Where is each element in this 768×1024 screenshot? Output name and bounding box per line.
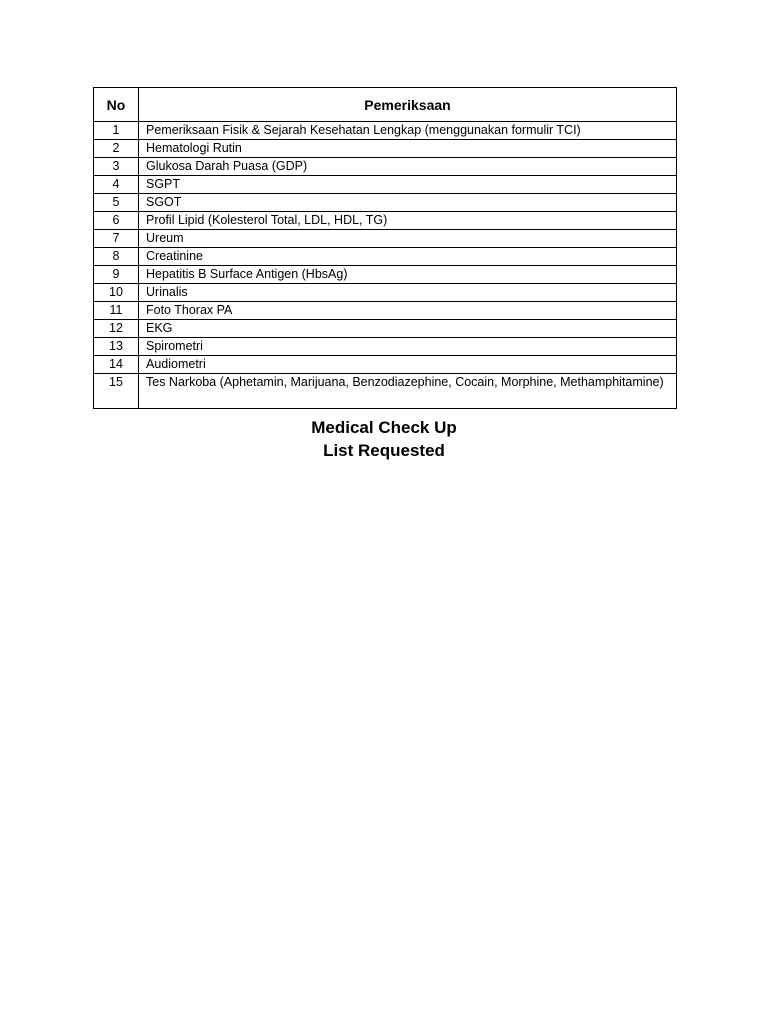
row-item: Glukosa Darah Puasa (GDP) (139, 158, 677, 176)
row-item: SGOT (139, 194, 677, 212)
table-row (94, 140, 677, 158)
row-number: 6 (94, 212, 139, 230)
row-number: 3 (94, 158, 139, 176)
caption-title: Medical Check Up (311, 418, 457, 437)
header-pemeriksaan: Pemeriksaan (139, 88, 677, 122)
row-number: 13 (94, 338, 139, 356)
row-item: Hematologi Rutin (139, 140, 677, 158)
row-number: 8 (94, 248, 139, 266)
table-row (94, 356, 677, 374)
row-number: 15 (94, 374, 139, 409)
table-row (94, 122, 677, 140)
table-row (94, 284, 677, 302)
table-row (94, 158, 677, 176)
table-row (94, 176, 677, 194)
row-number: 11 (94, 302, 139, 320)
row-item: EKG (139, 320, 677, 338)
caption-subtitle: List Requested (323, 441, 445, 460)
row-number: 5 (94, 194, 139, 212)
table-row (94, 320, 677, 338)
table-row (94, 230, 677, 248)
row-number: 7 (94, 230, 139, 248)
row-item: Tes Narkoba (Aphetamin, Marijuana, Benzodiazephine, Cocain, Morphine, Methamphitamine) (139, 374, 677, 409)
table-row (94, 212, 677, 230)
row-item: Audiometri (139, 356, 677, 374)
table-row (94, 194, 677, 212)
table-row (94, 248, 677, 266)
row-item: Profil Lipid (Kolesterol Total, LDL, HDL, TG) (139, 212, 677, 230)
row-item: Ureum (139, 230, 677, 248)
row-number: 1 (94, 122, 139, 140)
row-item: Urinalis (139, 284, 677, 302)
row-item: SGPT (139, 176, 677, 194)
row-number: 2 (94, 140, 139, 158)
row-number: 14 (94, 356, 139, 374)
row-item: Creatinine (139, 248, 677, 266)
row-item: Spirometri (139, 338, 677, 356)
table-row (94, 338, 677, 356)
row-item: Pemeriksaan Fisik & Sejarah Kesehatan Lengkap (menggunakan formulir TCI) (139, 122, 677, 140)
table-row (94, 266, 677, 284)
row-number: 4 (94, 176, 139, 194)
header-no: No (94, 88, 139, 122)
row-item: Foto Thorax PA (139, 302, 677, 320)
row-number: 9 (94, 266, 139, 284)
table-row (94, 374, 677, 409)
table-header-row (94, 88, 677, 122)
medical-check-up-table (93, 87, 677, 409)
row-number: 12 (94, 320, 139, 338)
table-row (94, 302, 677, 320)
row-number: 10 (94, 284, 139, 302)
row-item: Hepatitis B Surface Antigen (HbsAg) (139, 266, 677, 284)
